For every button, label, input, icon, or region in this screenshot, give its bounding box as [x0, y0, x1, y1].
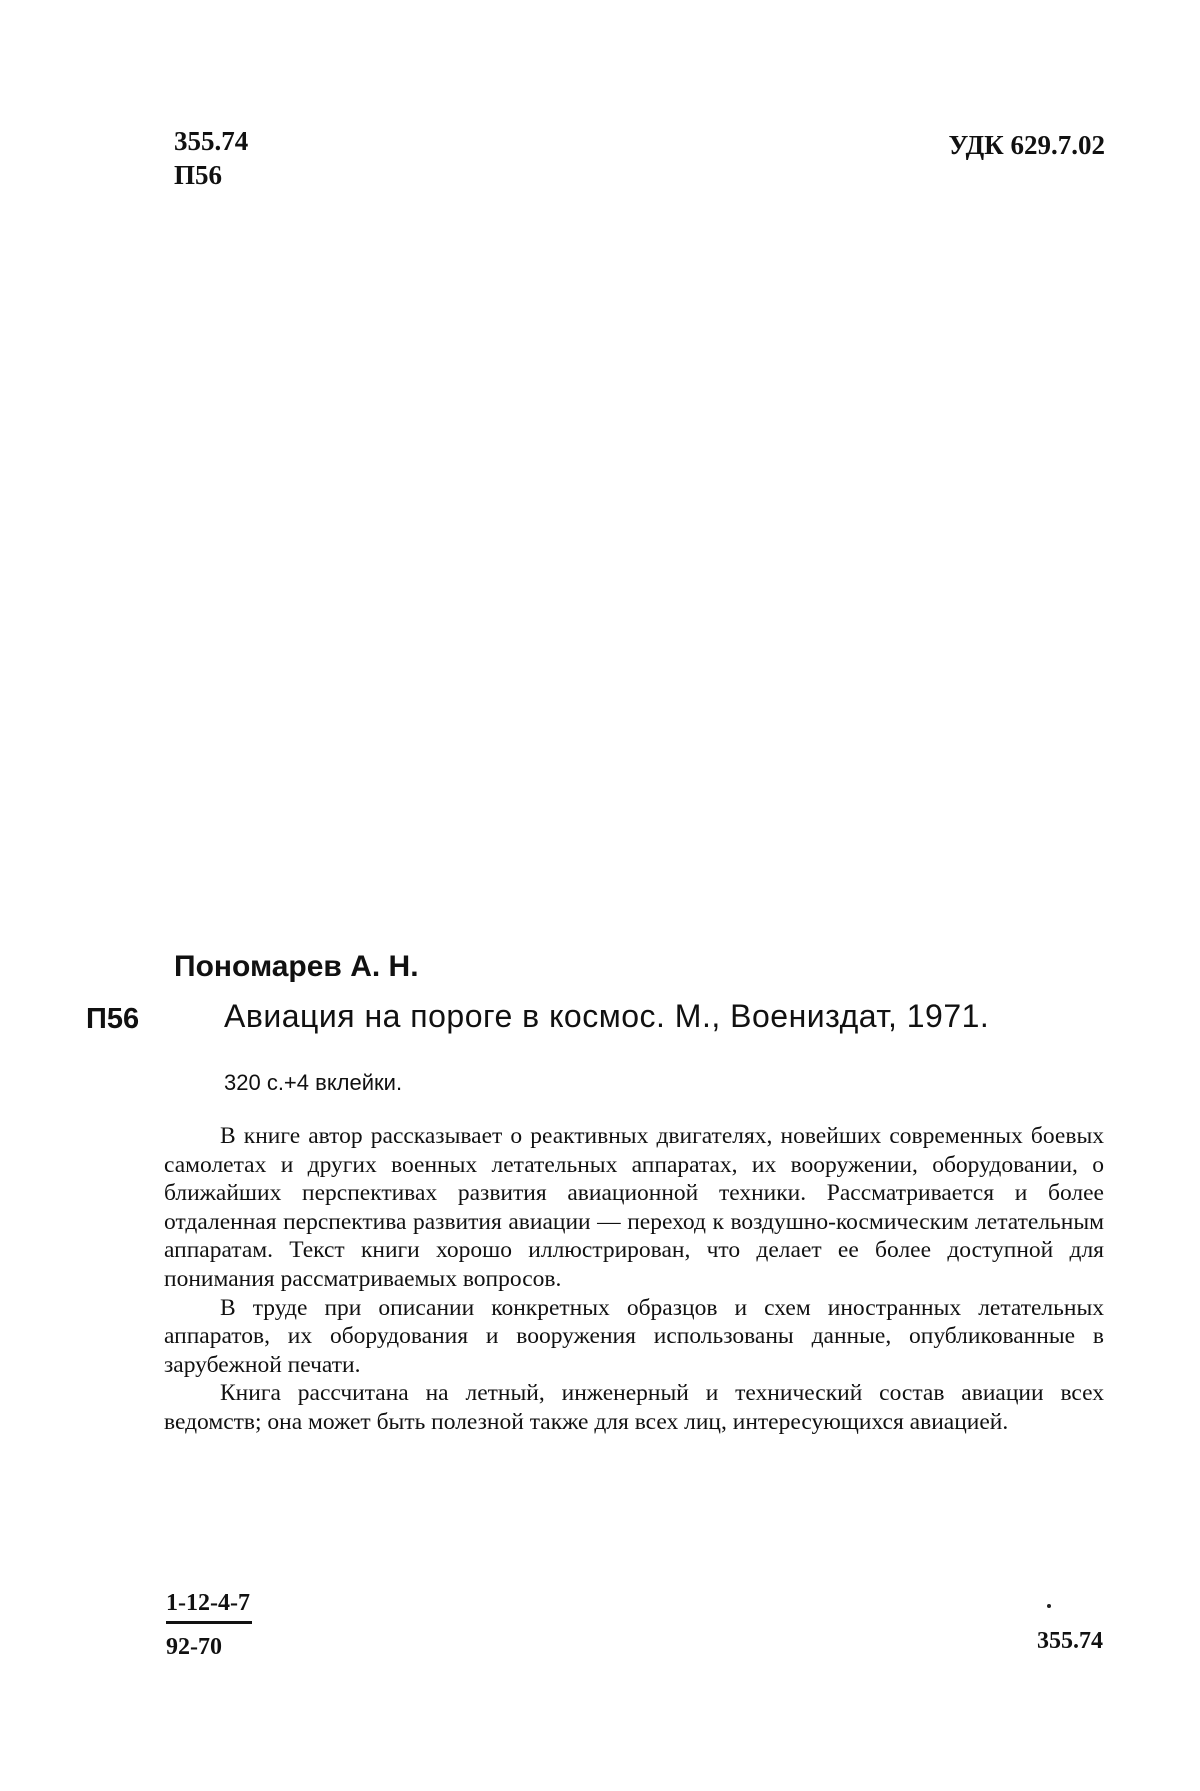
author-name: Пономарев А. Н.: [174, 950, 419, 983]
index-numerator: 1-12-4-7: [166, 1590, 252, 1624]
footer-class-code: 355.74: [1037, 1628, 1103, 1654]
annotation: [164, 1122, 1104, 1437]
publisher-index: [166, 1590, 252, 1661]
print-speck: [1047, 1604, 1051, 1608]
book-title-line: Авиация на пороге в космос. М., Воениздат, 1971.: [224, 998, 990, 1034]
page-count: 320 с.+4 вклейки.: [224, 1070, 403, 1095]
author-mark: П56: [86, 1003, 140, 1035]
author-mark-top: П56: [174, 160, 223, 190]
udk-code: УДК 629.7.02: [948, 130, 1105, 160]
annotation-paragraph: В труде при описании конкретных образцов и схем иностранных летательных аппаратов, их оборудования и вооружения использованы данные, опубликованные в зарубежной печати.: [164, 1294, 1104, 1378]
index-denominator: 92-70: [166, 1634, 222, 1660]
annotation-paragraph: В книге автор рассказывает о реактивных двигателях, новейших современных боевых самолетах и других военных летательных аппаратах, их вооружении, оборудовании, о ближайших перспективах развития авиационной техники. Рассматривается и более отдаленная перспектива развития авиации — переход к воздушно-космическим летательным аппаратам. Текст книги хорошо иллюстрирован, что делает ее более доступной для понимания рассматриваемых вопросов.: [164, 1123, 1104, 1292]
library-class-code: [174, 124, 248, 192]
class-code-number: 355.74: [174, 126, 249, 156]
annotation-paragraph: Книга рассчитана на летный, инженерный и технический состав авиации всех ведомств; она может быть полезной также для всех лиц, интересующихся авиацией.: [164, 1380, 1104, 1435]
